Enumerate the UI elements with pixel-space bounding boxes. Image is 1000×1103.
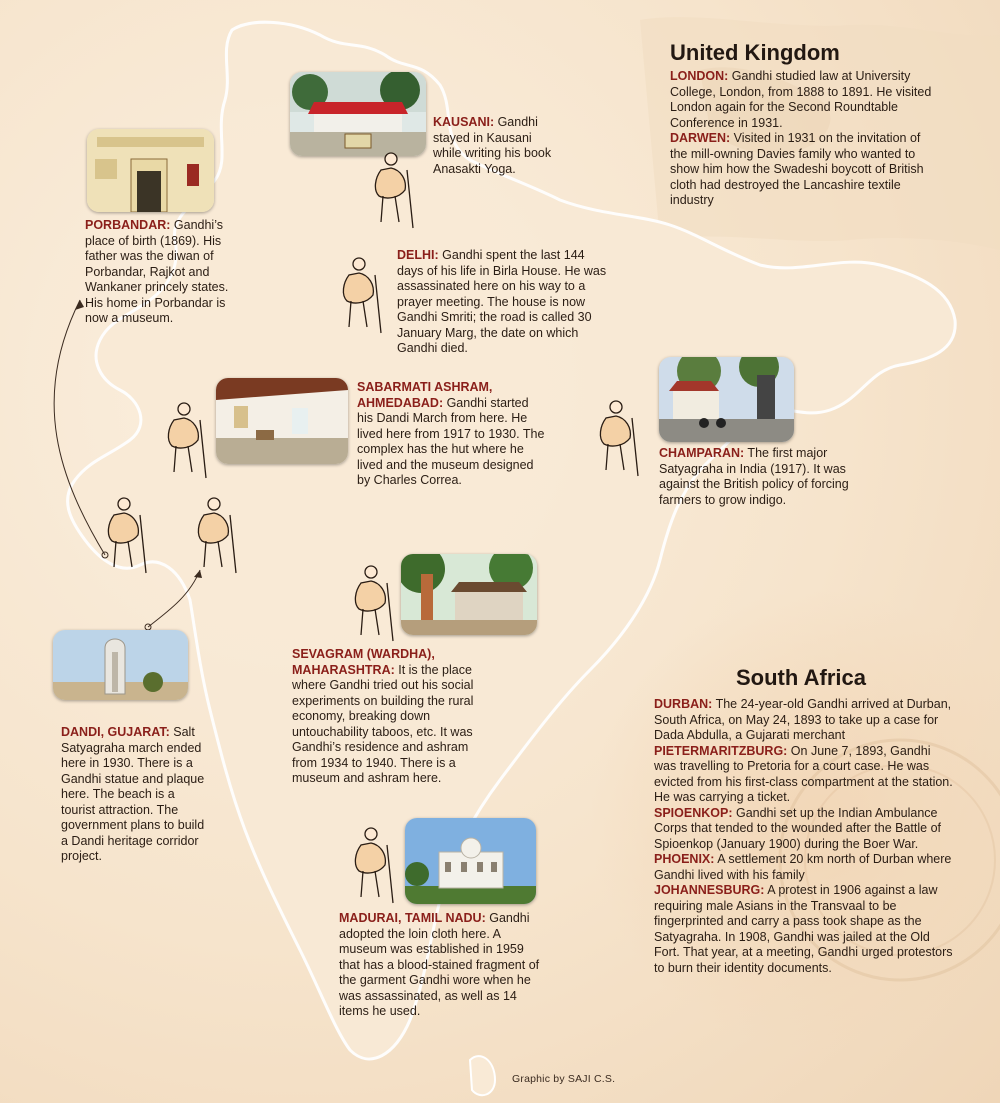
gandhi-walking-icon <box>158 400 212 480</box>
uk-entries <box>670 69 932 209</box>
porbandar-caption: PORBANDAR: Gandhi’s place of birth (1869). His father was the diwan of Porbandar, Rajkot and Wankaner princely states. His home in Porbandar is now a museum. <box>85 218 229 325</box>
kausani-caption: KAUSANI: Gandhi stayed in Kausani while writing his book Anasakti Yoga. <box>433 115 552 176</box>
delhi-caption: DELHI: Gandhi spent the last 144 days of his life in Birla House. He was assassinated here on his way to a prayer meeting. The house is now Gandhi Smriti; the road is called 30 January Marg, the date on which Gandhi died. <box>397 248 607 355</box>
sa-entry-johannesburg: JOHANNESBURG: A protest in 1906 against a law requiring male Asians in the Transvaal to be fingerprinted and carry a pass took shape as the Satyagraha. In 1908, Gandhi was jailed at the Old Fort. That year, at a meeting, Gandhi urged protestors to burn their identity documents. <box>654 883 953 975</box>
photo-sevagram <box>401 554 537 635</box>
uk-entry-london: LONDON: Gandhi studied law at University College, London, from 1888 to 1891. He visited London again for the Second Roundtable Conference in 1931. <box>670 69 932 130</box>
sa-entry-spioenkop: SPIOENKOP: Gandhi set up the Indian Ambulance Corps that tended to the wounded after the Battle of Spioenkop (January 1900) during the Boer War. <box>654 805 941 851</box>
madurai-caption: MADURAI, TAMIL NADU: Gandhi adopted the loin cloth here. A museum was established in 1959 that has a blood-stained fragment of the garment Gandhi wore when he was assassinated, as well as 14 items he used. <box>339 911 540 1018</box>
gandhi-walking-icon <box>98 495 152 575</box>
uk-entry-darwen: DARWEN: Visited in 1931 on the invitation of the mill-owning Davies family who wanted to show him how the Swadeshi boycott of British cloth had destroyed the Lancashire textile industry <box>670 131 924 207</box>
dandi-caption: DANDI, GUJARAT: Salt Satyagraha march ended here in 1930. There is a Gandhi statue and plaque here. The beach is a tourist attraction. The government plans to build a Dandi heritage corridor project. <box>61 725 205 863</box>
gandhi-walking-icon <box>590 398 644 478</box>
sa-entry-pietermaritzburg: PIETERMARITZBURG: On June 7, 1893, Gandhi was travelling to Pretoria for a court case. He was evicted from his first-class compartment at the station. He was carrying a ticket. <box>654 743 953 804</box>
photo-champaran <box>659 357 794 442</box>
sa-entry-phoenix: PHOENIX: A settlement 20 km north of Durban where Gandhi lived with his family <box>654 852 952 882</box>
sabarmati-caption: SABARMATI ASHRAM, AHMEDABAD: Gandhi started his Dandi March from here. He lived here from 1917 to 1930. The complex has the hut where he lived and the museum designed by Charles Correa. <box>357 380 545 487</box>
sa-heading: South Africa <box>736 665 866 690</box>
gandhi-walking-icon <box>345 825 399 905</box>
gandhi-walking-icon <box>345 563 399 643</box>
champaran-caption: CHAMPARAN: The first major Satyagraha in India (1917). It was against the British policy of forcing farmers to grow indigo. <box>659 446 849 507</box>
sa-entries <box>654 697 954 976</box>
gandhi-walking-icon <box>188 495 242 575</box>
sevagram-caption: SEVAGRAM (WARDHA), MAHARASHTRA: It is the place where Gandhi tried out his social experiments on building the rural economy, breaking down untouchability taboos, etc. It was Gandhi’s residence and ashram from 1934 to 1940. There is a museum and ashram here. <box>292 647 474 785</box>
photo-kausani <box>290 72 426 156</box>
gandhi-walking-icon <box>365 150 419 230</box>
photo-madurai <box>405 818 536 904</box>
photo-dandi <box>53 630 188 700</box>
gandhi-walking-icon <box>333 255 387 335</box>
uk-heading: United Kingdom <box>670 40 840 65</box>
graphic-credit: Graphic by SAJI C.S. <box>512 1073 616 1085</box>
photo-porbandar <box>87 129 214 212</box>
photo-sabarmati <box>216 378 348 464</box>
sa-entry-durban: DURBAN: The 24-year-old Gandhi arrived at Durban, South Africa, on May 24, 1893 to take up a case for Dada Abdulla, a Gujarati merchant <box>654 697 952 742</box>
